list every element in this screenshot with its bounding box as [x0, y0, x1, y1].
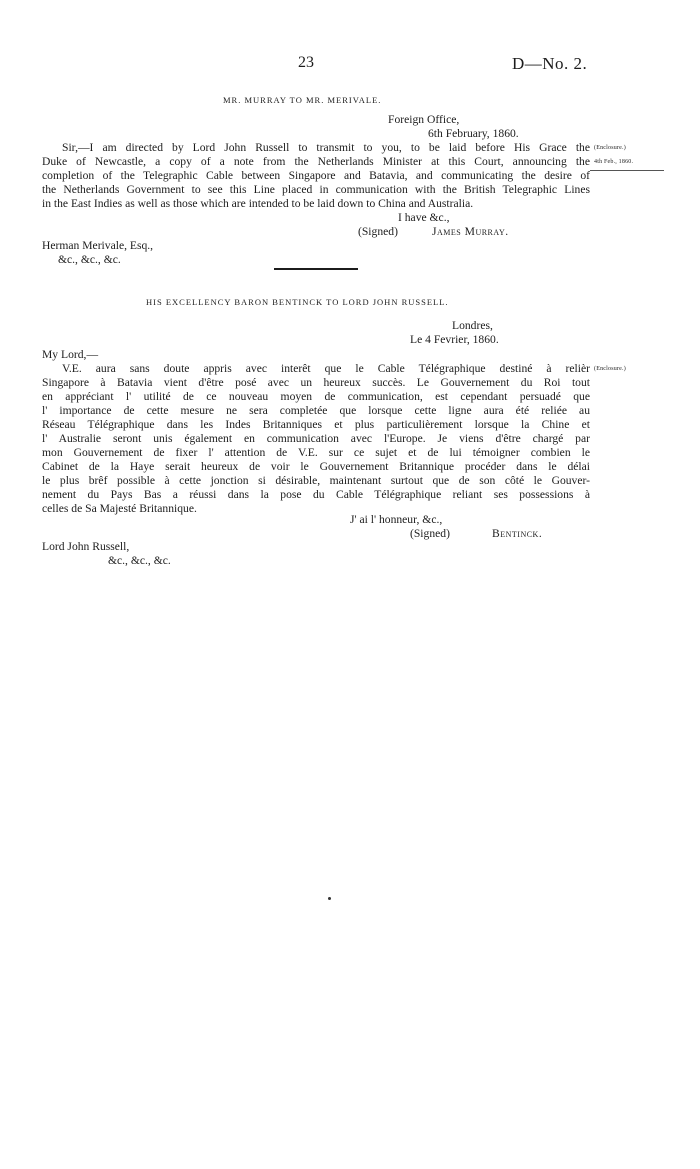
addressee-etc: &c., &c., &c. [58, 253, 121, 266]
body-line: l' importance de cette mesure ne sera completée que lorsque cette ligne aura été reliée au [42, 404, 590, 417]
body-line: Sir,—I am directed by Lord John Russell to transmit to you, to be laid before His Grace the [62, 141, 590, 154]
body-line: completion of the Telegraphic Cable between Singapore and Batavia, and communicating the desire of [42, 169, 590, 182]
addressee: Lord John Russell, [42, 540, 130, 553]
body-line: in the East Indies as well as those which are intended to be laid down to China and Australia. [42, 197, 474, 210]
body-line: Singapore à Batavia vient d'être posé avec un heureux succès. Le Gouvernement du Roi tout [42, 376, 590, 389]
body-line: celles de Sa Majesté Britannique. [42, 502, 197, 515]
document-number: D—No. 2. [512, 54, 588, 73]
addressee: Herman Merivale, Esq., [42, 239, 154, 252]
margin-note-enclosure: (Enclosure.) [594, 145, 626, 151]
margin-note-enclosure: (Enclosure.) [594, 366, 626, 372]
body-line: V.E. aura sans doute appris avec interêt que le Cable Télégraphique destiné à relièr [62, 362, 590, 375]
body-line: l' Australie seront unis également en communication avec l'Europe. Je viens d'être chargé par [42, 432, 590, 445]
signed-label: (Signed) [358, 225, 398, 238]
letter-date: 6th February, 1860. [428, 127, 519, 140]
letter-closing: J' ai l' honneur, &c., [350, 513, 443, 526]
margin-rule [590, 170, 664, 171]
body-line: Réseau Télégraphique dans les Indes Britanniques et plus particulièrement lorsque la Chine et [42, 418, 590, 431]
body-line: mon Gouvernement de fixer l' attention de V.E. sur ce sujet et de lui témoigner combien le [42, 446, 590, 459]
body-line: the Netherlands Government to see this Line placed in communication with the British Telegraphic Lines [42, 183, 590, 196]
salutation: My Lord,— [42, 348, 99, 361]
letter-body [42, 141, 590, 211]
body-line: Cabinet de la Haye serait heureux de voir le Gouvernement Britannique procéder dans le délai [42, 460, 590, 473]
letter-body [42, 362, 590, 516]
body-line: en appréciant l' utilité de ce nouveau moyen de communication, est cependant persuadé que [42, 390, 590, 403]
signature: James Murray. [432, 225, 509, 238]
letter-closing: I have &c., [398, 211, 450, 224]
letter-heading: MR. MURRAY TO MR. MERIVALE. [223, 95, 382, 105]
body-line: nement du Pays Bas a réussi dans la pose du Cable Télégraphique reliant ses possessions à [42, 488, 590, 501]
section-divider [274, 268, 358, 270]
signed-label: (Signed) [410, 527, 450, 540]
body-line: Duke of Newcastle, a copy of a note from the Netherlands Minister at this Court, announcing the [42, 155, 590, 168]
margin-note-date: 4th Feb., 1860. [594, 159, 634, 165]
letter-place: Foreign Office, [388, 113, 460, 126]
letter-heading: HIS EXCELLENCY BARON BENTINCK TO LORD JOHN RUSSELL. [146, 297, 449, 307]
body-line: le plus brêf possible à cette jonction si désirable, maintenant surtout que de son côté le Gouver- [42, 474, 590, 487]
signature: Bentinck. [492, 527, 543, 540]
ink-speck [328, 897, 331, 900]
page-number: 23 [298, 54, 314, 71]
letter-date: Le 4 Fevrier, 1860. [410, 333, 499, 346]
addressee-etc: &c., &c., &c. [108, 554, 171, 567]
letter-place: Londres, [452, 319, 493, 332]
